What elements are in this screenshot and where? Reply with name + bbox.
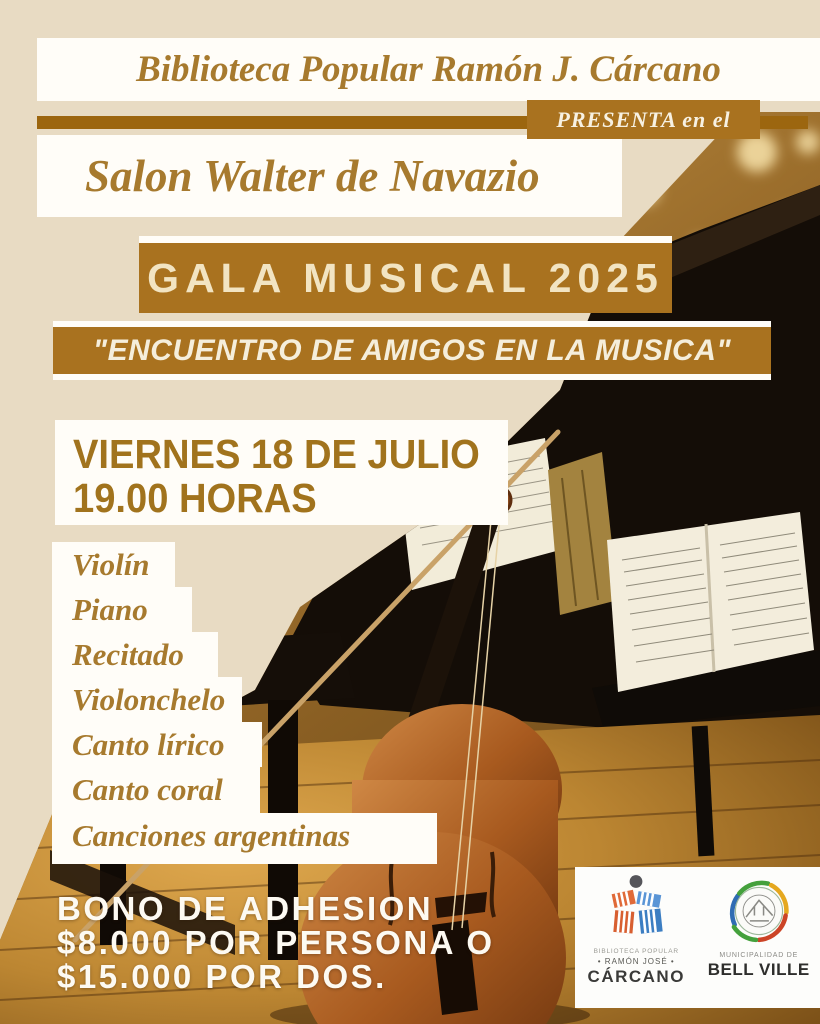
program-item-recitado [52, 632, 218, 677]
pricing-text [57, 892, 495, 994]
carcano-logo-icon [604, 873, 668, 945]
presenta-banner: PRESENTA en el [527, 100, 760, 139]
sponsors-box [575, 867, 820, 1008]
bell-ville-logo-icon [721, 873, 797, 949]
event-datetime-box [55, 420, 508, 525]
program-item-label: Canciones argentinas [72, 818, 351, 853]
program-item-label: Canto coral [72, 772, 223, 807]
gala-title-banner: GALA MUSICAL 2025 [139, 243, 672, 313]
library-name-banner [37, 38, 820, 101]
venue-text: Salon Walter de Navazio [85, 151, 540, 201]
subtitle-banner [53, 321, 771, 380]
music-book-illustration [592, 512, 820, 730]
event-date: VIERNES 18 DE JULIO [73, 431, 480, 477]
library-name-text: Biblioteca Popular Ramón J. Cárcano [136, 49, 721, 90]
bell-ville-sponsor [700, 867, 818, 980]
bell-ville-subtitle: MUNICIPALIDAD DE [719, 952, 799, 959]
program-item-label: Piano [72, 592, 148, 627]
program-item-violin [52, 542, 175, 587]
pricing-line1: BONO DE ADHESION [57, 890, 434, 927]
program-item-canciones-argentinas [52, 813, 437, 864]
subtitle-bottom-strip [53, 374, 771, 380]
program-item-label: Violonchelo [72, 682, 226, 717]
subtitle-text: "ENCUENTRO DE AMIGOS EN LA MUSICA" [53, 327, 771, 374]
program-item-piano [52, 587, 192, 632]
program-item-label: Recitado [72, 637, 184, 672]
program-item-canto-coral [52, 767, 260, 813]
carcano-subtitle: BIBLIOTECA POPULAR [593, 948, 679, 955]
program-item-label: Violín [72, 547, 150, 582]
carcano-midline: • RAMÓN JOSÉ • [597, 957, 675, 966]
pricing-line2: $8.000 POR PERSONA O [57, 924, 495, 961]
program-item-label: Canto lírico [72, 727, 225, 762]
program-item-canto-lirico [52, 722, 262, 767]
event-time: 19.00 HORAS [73, 475, 317, 521]
title-top-strip [139, 236, 672, 243]
pricing-line3: $15.000 POR DOS. [57, 958, 387, 995]
bell-ville-name: BELL VILLE [707, 960, 810, 979]
program-item-violonchelo [52, 677, 242, 722]
venue-banner [37, 135, 622, 217]
carcano-sponsor [577, 867, 695, 987]
carcano-name: CÁRCANO [587, 967, 685, 986]
